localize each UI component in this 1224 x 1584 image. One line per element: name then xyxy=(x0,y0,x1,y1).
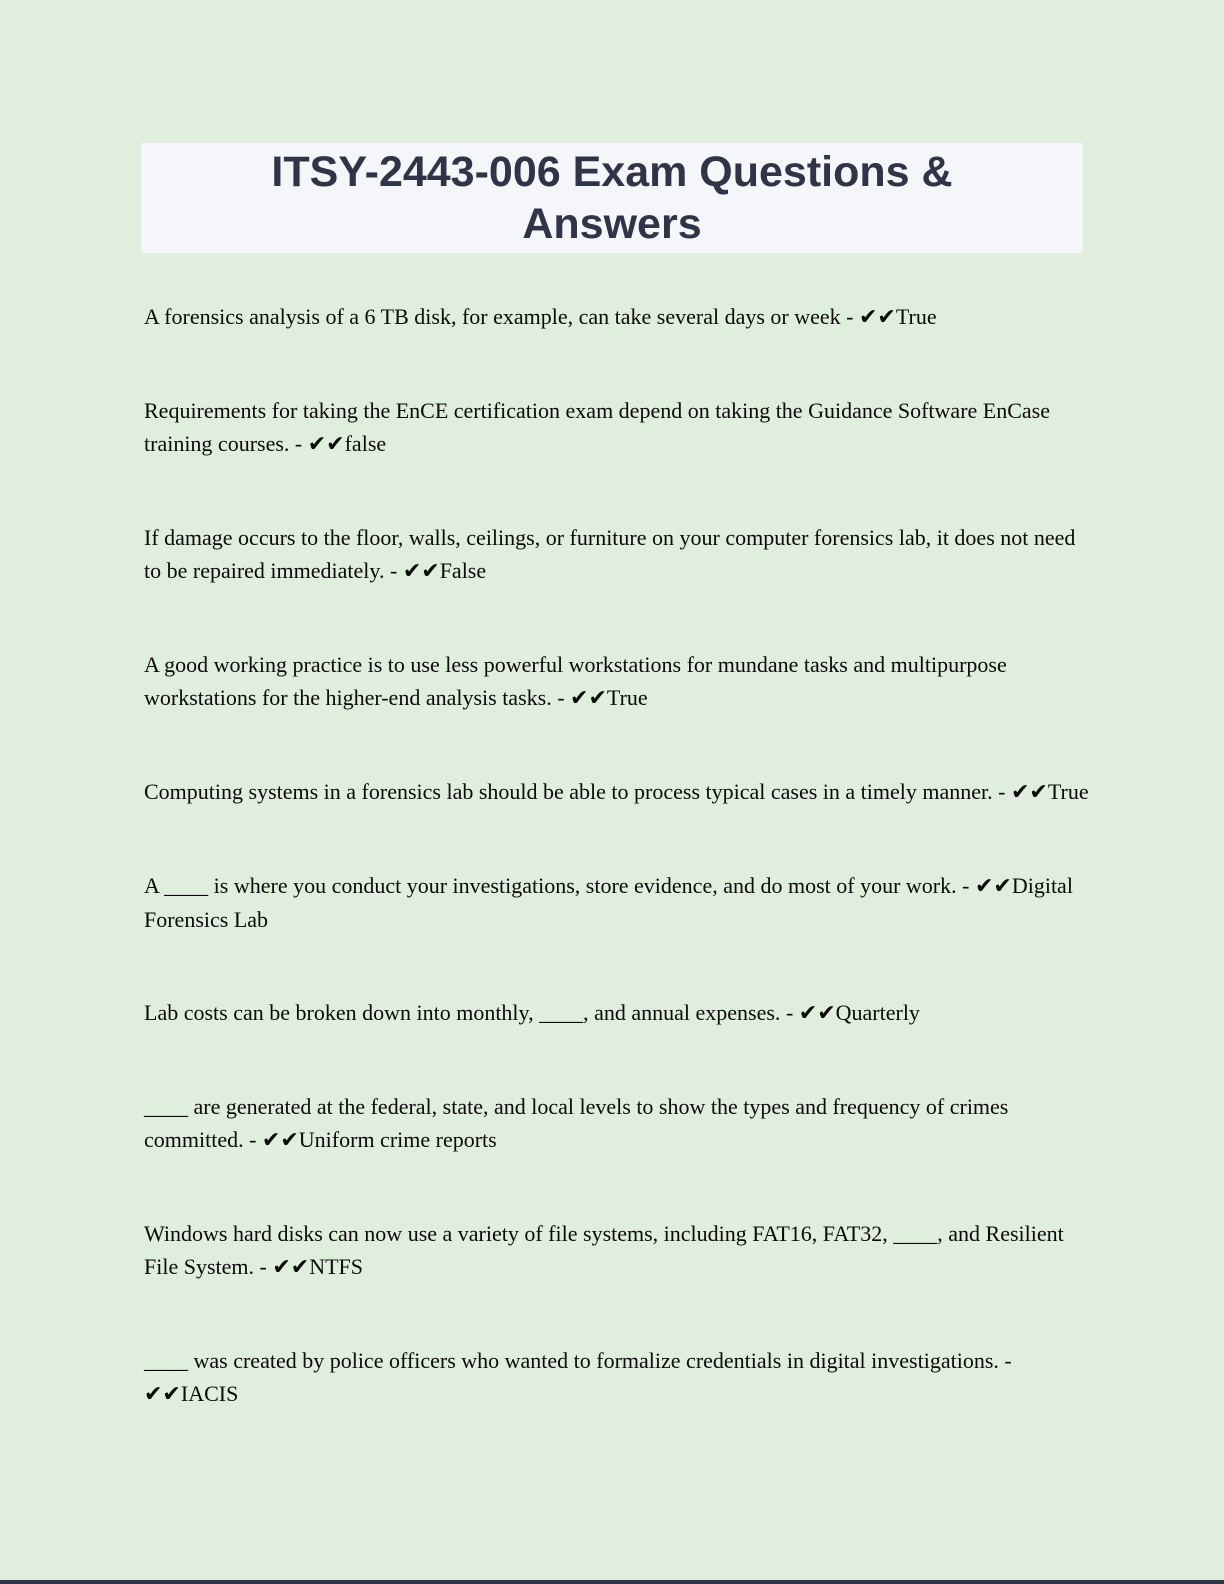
question-text: A forensics analysis of a 6 TB disk, for example, can take several days or week xyxy=(144,304,841,329)
answer-text: True xyxy=(895,304,937,329)
checkmark-icon: ✔✔ xyxy=(798,1001,836,1026)
checkmark-icon: ✔✔ xyxy=(1010,780,1048,805)
question-text: ____ was created by police officers who wanted to formalize credentials in digital investigations. xyxy=(144,1348,999,1373)
question-text: Lab costs can be broken down into monthly, ____, and annual expenses. xyxy=(144,1000,781,1025)
question-text: Windows hard disks can now use a variety of file systems, including FAT16, FAT32, ____, and Resilient File System. xyxy=(144,1221,1064,1279)
answer-separator: - xyxy=(254,1254,273,1279)
qa-item xyxy=(144,1217,1092,1284)
qa-item xyxy=(144,648,1092,715)
qa-item xyxy=(144,869,1092,936)
checkmark-icon: ✔✔ xyxy=(858,305,896,330)
answer-separator: - xyxy=(998,1348,1012,1373)
question-text: Requirements for taking the EnCE certification exam depend on taking the Guidance Software EnCase training courses. xyxy=(144,398,1050,456)
answer-text: Quarterly xyxy=(835,1000,920,1025)
checkmark-icon: ✔✔ xyxy=(570,686,607,711)
title-banner xyxy=(141,143,1083,253)
answer-separator: - xyxy=(384,558,403,583)
page-title-line-2: Answers xyxy=(522,200,702,248)
answer-separator: - xyxy=(289,431,308,456)
checkmark-icon: ✔✔ xyxy=(974,874,1012,899)
qa-item xyxy=(144,521,1092,588)
answer-text: NTFS xyxy=(309,1254,364,1279)
qa-item xyxy=(144,394,1092,461)
qa-item xyxy=(144,996,1092,1030)
qa-item xyxy=(144,300,1092,334)
question-text: ____ are generated at the federal, state, and local levels to show the types and frequency of crimes committed. xyxy=(144,1094,1009,1152)
answer-separator: - xyxy=(992,779,1011,804)
answer-separator: - xyxy=(243,1127,262,1152)
qa-item xyxy=(144,1344,1092,1411)
question-text: Computing systems in a forensics lab should be able to process typical cases in a timely manner. xyxy=(144,779,993,804)
question-text: A good working practice is to use less powerful workstations for mundane tasks and multipurpose workstations for the higher-end analysis tasks. xyxy=(144,652,1007,710)
qa-list xyxy=(144,300,1092,1471)
qa-item xyxy=(144,775,1092,809)
answer-separator: - xyxy=(551,685,571,710)
checkmark-icon: ✔✔ xyxy=(144,1382,181,1407)
answer-text: false xyxy=(344,431,387,456)
answer-text: False xyxy=(439,558,487,583)
checkmark-icon: ✔✔ xyxy=(261,1128,299,1153)
answer-separator: - xyxy=(840,304,859,329)
answer-separator: - xyxy=(956,873,975,898)
answer-separator: - xyxy=(780,1000,799,1025)
answer-text: Digital Forensics Lab xyxy=(144,873,1073,932)
question-text: If damage occurs to the floor, walls, ceilings, or furniture on your computer forensics lab, it does not need to be repaired immediately. xyxy=(144,525,1076,583)
page-title-line-1: ITSY-2443-006 Exam Questions & xyxy=(271,148,953,196)
checkmark-icon: ✔✔ xyxy=(307,432,345,457)
checkmark-icon: ✔✔ xyxy=(402,559,440,584)
question-text: A ____ is where you conduct your investigations, store evidence, and do most of your work. xyxy=(144,873,957,898)
answer-text: Uniform crime reports xyxy=(298,1127,497,1152)
answer-text: True xyxy=(1047,779,1089,804)
answer-text: True xyxy=(606,685,648,710)
qa-item xyxy=(144,1090,1092,1157)
answer-text: IACIS xyxy=(180,1381,239,1406)
page-title xyxy=(271,146,952,250)
checkmark-icon: ✔✔ xyxy=(272,1255,310,1280)
page-bottom-edge xyxy=(0,1580,1224,1584)
